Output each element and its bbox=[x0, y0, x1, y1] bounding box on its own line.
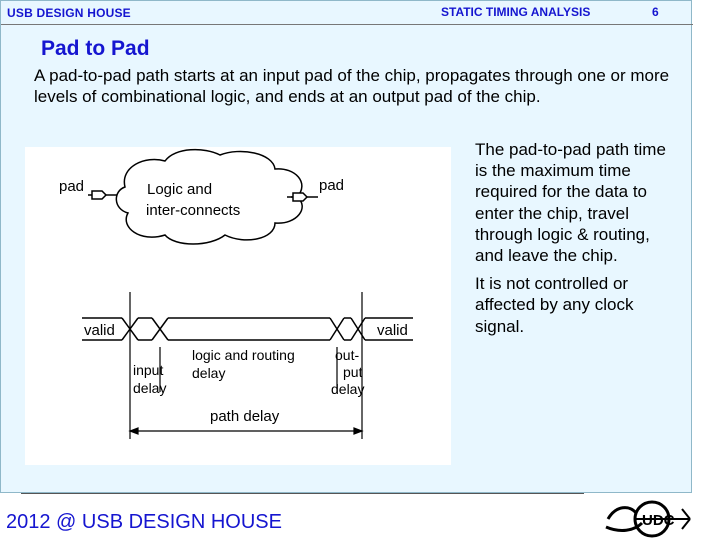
header-bar bbox=[1, 1, 693, 25]
left-pad-label: pad bbox=[59, 178, 85, 195]
waveform bbox=[82, 318, 413, 340]
output-delay-line-3: delay bbox=[331, 381, 365, 397]
valid-right-label: valid bbox=[377, 322, 408, 339]
path-delay-arrow bbox=[130, 428, 362, 434]
side-paragraph-2: It is not controlled or affected by any clock signal. bbox=[475, 274, 634, 336]
logic-delay-line-1: logic and routing bbox=[192, 347, 295, 363]
cloud-line-2: inter-connects bbox=[146, 202, 241, 219]
side-text bbox=[475, 139, 680, 344]
side-paragraph-1: The pad-to-pad path time is the maximum time required for the data to enter the chip, travel through logic & routing, and leave the chip. bbox=[475, 140, 666, 266]
logo-icon bbox=[604, 497, 696, 543]
footer-text: 2012 @ USB DESIGN HOUSE bbox=[6, 511, 282, 533]
valid-left-label: valid bbox=[84, 322, 115, 339]
timing-diagram-svg bbox=[25, 147, 451, 465]
slide-title: Pad to Pad bbox=[41, 37, 150, 60]
logo-text: UDC bbox=[642, 512, 675, 529]
output-delay-line-2: put bbox=[343, 364, 363, 380]
path-delay-label: path delay bbox=[210, 408, 280, 425]
input-delay-line-1: input bbox=[133, 362, 164, 378]
logic-delay-line-2: delay bbox=[192, 365, 226, 381]
left-pad-icon bbox=[92, 191, 106, 199]
input-delay-line-2: delay bbox=[133, 380, 167, 396]
timing-diagram bbox=[25, 147, 451, 465]
intro-paragraph: A pad-to-pad path starts at an input pad of the chip, propagates through one or more levels of combinational logic, and ends at an output pad of the chip. bbox=[34, 66, 670, 106]
footer-divider bbox=[21, 493, 584, 494]
section-label: STATIC TIMING ANALYSIS bbox=[441, 5, 591, 19]
brand-label: USB DESIGN HOUSE bbox=[7, 6, 131, 20]
output-delay-line-1: out- bbox=[335, 347, 360, 363]
right-pad-icon bbox=[293, 193, 307, 201]
right-pad-label: pad bbox=[319, 177, 345, 194]
cloud-line-1: Logic and bbox=[147, 181, 213, 198]
company-logo bbox=[604, 497, 696, 548]
page-number: 6 bbox=[652, 5, 659, 19]
